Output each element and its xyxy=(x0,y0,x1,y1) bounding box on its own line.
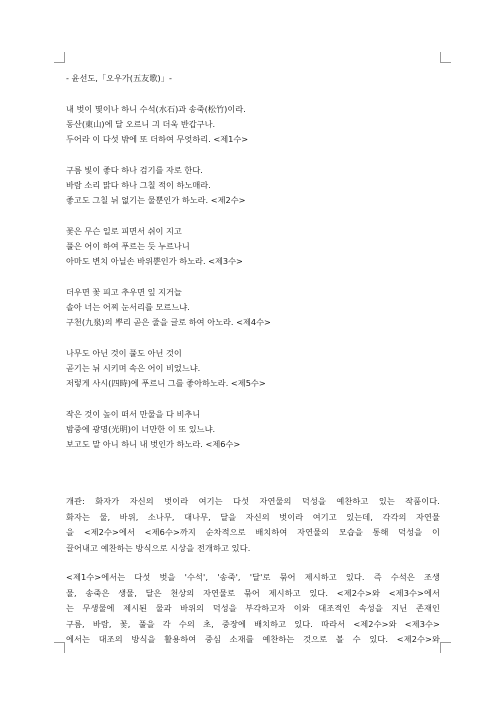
stanza-line: 꽃은 무슨 일로 피면서 쉬이 지고 xyxy=(66,226,182,236)
document-body xyxy=(66,72,440,662)
paragraph-line: 에서는 대조의 방식을 활용하여 중심 소재를 예찬하는 것으로 볼 수 있다. <제2수>와 xyxy=(66,634,440,644)
stanza-line: 바람 소리 맑다 하나 그칠 적이 하노매라. xyxy=(66,180,211,190)
stanza-line: 더우면 꽃 피고 추우면 잎 지거늘 xyxy=(66,287,182,297)
stanza-line: 나무도 아닌 것이 풀도 아닌 것이 xyxy=(66,348,182,358)
crop-mark-bottom-right xyxy=(440,642,451,653)
poem-title: - 윤선도,「오우가(五友歌)」- xyxy=(66,73,172,83)
stanza-line: 아마도 변치 아닐손 바위뿐인가 하노라. <제3수> xyxy=(66,256,243,266)
analysis-paragraph xyxy=(66,570,440,648)
crop-mark-bottom-left xyxy=(54,642,65,653)
paragraph-line: 끌어내고 예찬하는 방식으로 시상을 전개하고 있다. xyxy=(66,542,251,553)
stanza-6 xyxy=(66,407,440,452)
paragraph-line: 화자는 물, 바위, 소나무, 대나무, 달을 자신의 벗이라 여기고 있는데, 각각의 자연물 xyxy=(66,511,440,522)
stanza-line: 동산(東山)에 달 오르니 긔 더욱 반갑구나. xyxy=(66,119,216,129)
stanza-line: 풀은 어이 하여 푸르는 듯 누르나니 xyxy=(66,241,190,251)
stanza-line: 곧기는 뉘 시키며 속은 어이 비었느냐. xyxy=(66,363,201,373)
stanza-line: 내 벗이 몇이나 하니 수석(水石)과 송죽(松竹)이라. xyxy=(66,104,246,114)
section-spacer xyxy=(66,468,440,494)
stanza-line: 작은 것이 높이 떠서 만물을 다 비추니 xyxy=(66,409,201,419)
crop-mark-top-right xyxy=(440,52,451,63)
paragraph-line: 물, 송죽은 생물, 달은 천상의 자연물로 묶어 제시하고 있다. <제2수>와 <제3수>에서 xyxy=(66,587,440,598)
stanza-3 xyxy=(66,224,440,269)
paragraph-line: 구름, 바람, 꽃, 풀을 각 수의 초, 중장에 배치하고 있다. 따라서 <제2수>와 <제3수> xyxy=(66,618,440,629)
stanza-line: 좋고도 그칠 뉘 없기는 물뿐인가 하노라. <제2수> xyxy=(66,195,246,205)
paragraph-line: 개관: 화자가 자신의 벗이라 여기는 다섯 자연물의 덕성을 예찬하고 있는 작품이다. xyxy=(66,496,440,506)
stanza-4 xyxy=(66,285,440,330)
overview-paragraph xyxy=(66,494,440,556)
stanza-line: 구름 빛이 좋다 하나 검기를 자로 한다. xyxy=(66,165,203,175)
crop-mark-top-left xyxy=(54,52,65,63)
stanza-2 xyxy=(66,163,440,208)
stanza-line: 밤중에 광명(光明)이 너만한 이 또 있느냐. xyxy=(66,424,216,434)
stanza-line: 솔아 너는 어찌 눈서리를 모르느냐. xyxy=(66,302,190,312)
stanza-line: 두어라 이 다섯 밖에 또 더하여 무엇하리. <제1수> xyxy=(66,134,249,144)
stanza-1 xyxy=(66,102,440,147)
stanza-line: 저렇게 사시(四時)에 푸르니 그를 좋아하노라. <제5수> xyxy=(66,378,266,388)
stanza-5 xyxy=(66,346,440,391)
paragraph-line: 는 무생물에 제시된 물과 바위의 덕성을 부각하고자 이와 대조적인 속성을 지닌 존재인 xyxy=(66,603,440,613)
paragraph-line: 을 <제2수>에서 <제6수>까지 순차적으로 배치하여 자연물의 모습을 통해 덕성을 이 xyxy=(66,527,440,537)
stanza-line: 보고도 말 아니 하니 내 벗인가 하노라. <제6수> xyxy=(66,439,241,449)
paragraph-line: <제1수>에서는 다섯 벗을 '수석', '송죽', '달'로 묶어 제시하고 있다. 즉 수석은 조생 xyxy=(66,572,440,582)
stanza-line: 구천(九泉)의 뿌리 곧은 줄을 글로 하여 아노라. <제4수> xyxy=(66,317,271,327)
